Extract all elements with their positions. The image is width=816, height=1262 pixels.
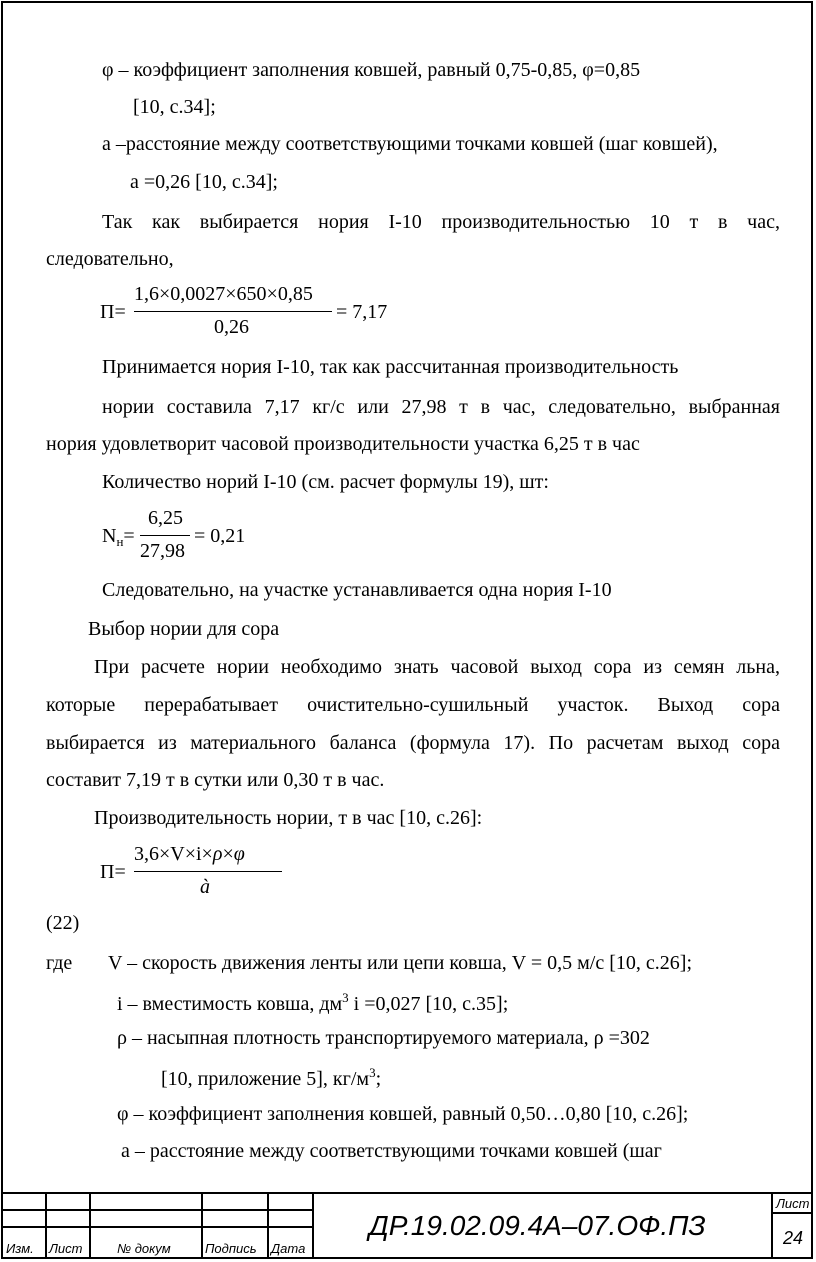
fraction-bar	[134, 871, 282, 872]
stamp-label-izm: Изм.	[6, 1241, 34, 1256]
fraction-bar	[140, 535, 190, 536]
formula-numerator: 1,6×0,0027×650×0,85	[134, 283, 313, 305]
text-line: V – скорость движения ленты или цепи ковша, V = 0,5 м/с [10, с.26];	[108, 952, 692, 974]
fraction-bar	[134, 311, 332, 312]
text-line: Принимается нория I-10, так как рассчитанная производительность	[102, 356, 679, 378]
text-line: выбирается из материального баланса (формула 17). По расчетам выход сора	[46, 732, 780, 754]
text-line: Так как выбирается нория I-10 производительностью 10 т в час,	[102, 211, 780, 233]
document-code: ДР.19.02.09.4А–07.ОФ.ПЗ	[369, 1210, 706, 1241]
formula-rhs: = 7,17	[336, 301, 388, 323]
stamp-col-line	[89, 1192, 91, 1258]
formula-numerator: 3,6×V×i×ρ×φ	[134, 843, 245, 865]
text-line: ρ – насыпная плотность транспортируемого материала, ρ =302	[117, 1027, 650, 1049]
formula-norii-count	[102, 508, 302, 568]
sheet-label: Лист	[776, 1196, 810, 1211]
text-line: [10, с.34];	[133, 96, 216, 118]
stamp-label-list: Лист	[49, 1241, 83, 1256]
title-block	[1, 1192, 813, 1260]
formula-lhs: П=	[100, 301, 126, 323]
text-line: составит 7,19 т в сутки или 0,30 т в час.	[46, 769, 385, 791]
sheet-number: 24	[783, 1228, 804, 1248]
text-line: Производительность нории, т в час [10, с.26]:	[94, 807, 483, 829]
text-line: [10, приложение 5], $кг/м^3$;	[161, 1065, 382, 1090]
formula-denominator: à	[200, 876, 210, 898]
stamp-row-line	[1, 1209, 312, 1211]
formula-numerator: 6,25	[148, 507, 183, 529]
text-line: Количество норий I-10 (см. расчет формулы 19), шт:	[102, 471, 549, 493]
stamp-row-line	[1, 1226, 312, 1228]
formula-productivity	[100, 284, 400, 344]
text-line: нории составила 7,17 кг/с или 27,98 т в час, следовательно, выбранная	[102, 396, 780, 418]
stamp-col-line	[771, 1192, 773, 1258]
formula-lhs: $N_н=$	[102, 525, 135, 549]
text-line: φ – коэффициент заполнения ковшей, равный 0,50…0,80 [10, с.26];	[117, 1103, 689, 1125]
where-label: где	[46, 952, 73, 974]
stamp-col-line	[312, 1192, 314, 1258]
text-line: нория удовлетворит часовой производительности участка 6,25 т в час	[46, 433, 640, 455]
formula-rhs: = 0,21	[194, 525, 246, 547]
formula-lhs: П=	[100, 861, 126, 883]
formula-denominator: 0,26	[214, 316, 249, 338]
text-line: а =0,26 [10, с.34];	[130, 171, 278, 193]
stamp-border	[1, 1192, 813, 1194]
stamp-col-line	[201, 1192, 203, 1258]
section-heading: Выбор нории для сора	[88, 618, 280, 640]
formula-denominator: 27,98	[140, 540, 185, 562]
text-line: а – расстояние между соответствующими точками ковшей (шаг	[121, 1140, 662, 1162]
stamp-label-date: Дата	[271, 1241, 306, 1256]
text-line: i – вместимость ковша, $дм^3$ i =0,027 [10, с.35];	[117, 990, 509, 1015]
text-line: которые перерабатывает очистительно-сушильный участок. Выход сора	[46, 694, 780, 716]
stamp-row-line	[771, 1212, 813, 1214]
formula-number: (22)	[46, 912, 80, 934]
stamp-col-line	[267, 1192, 269, 1258]
text-line: следовательно,	[46, 248, 174, 270]
text-line: φ – коэффициент заполнения ковшей, равный 0,75-0,85, φ=0,85	[102, 59, 641, 81]
text-line: При расчете нории необходимо знать часовой выход сора из семян льна,	[94, 656, 780, 678]
formula-noria-productivity	[100, 844, 300, 904]
text-line: Следовательно, на участке устанавливается одна нория I-10	[102, 579, 612, 601]
stamp-label-signature: Подпись	[205, 1241, 257, 1256]
stamp-col-line	[45, 1192, 47, 1258]
stamp-label-doc-number: № докум	[117, 1241, 171, 1256]
text-line: а –расстояние между соответствующими точками ковшей (шаг ковшей),	[102, 133, 718, 155]
